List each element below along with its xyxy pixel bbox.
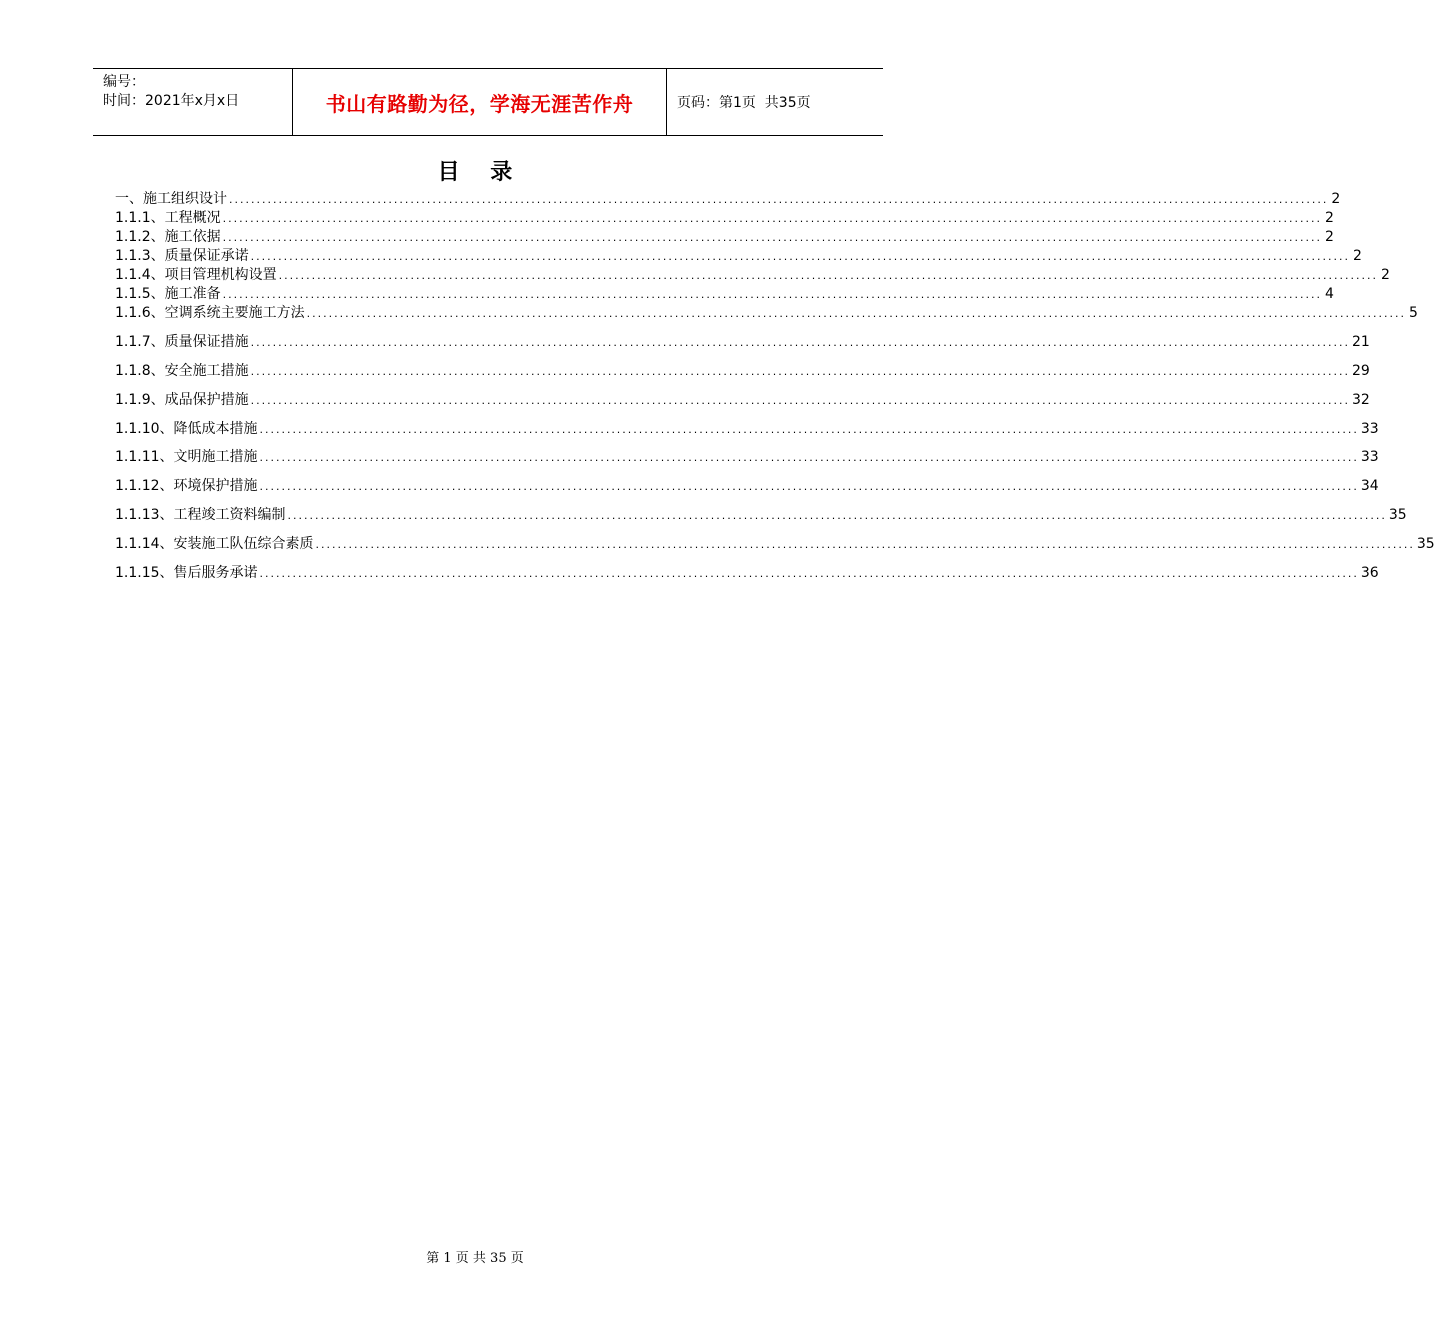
toc-entry-label: 一、施工组织设计 [115, 191, 227, 207]
toc-entry[interactable] [115, 446, 1379, 466]
toc-entry-page: 2 [1381, 267, 1390, 283]
header-page-info: 页码：第1页 共35页 [677, 95, 811, 111]
toc-entry-label: 1.1.11、文明施工措施 [115, 449, 258, 465]
toc-dot-leader: ........................................................................................................................................................................................................ [250, 250, 1350, 263]
toc-entry-label: 1.1.14、安装施工队伍综合素质 [115, 536, 314, 552]
toc-entry-page: 2 [1325, 229, 1334, 245]
toc-dot-leader: ........................................................................................................................................................................................................ [287, 509, 1387, 522]
toc-dot-leader: ........................................................................................................................................................................................................ [259, 567, 1359, 580]
toc-title: 目 录 [437, 159, 513, 185]
toc-entry[interactable] [115, 264, 1390, 284]
toc-dot-leader: ........................................................................................................................................................................................................ [250, 365, 1350, 378]
toc-entry-page: 21 [1351, 334, 1370, 350]
toc-entry-page: 4 [1325, 286, 1334, 302]
toc-entry[interactable] [115, 245, 1362, 265]
toc-dot-leader: ........................................................................................................................................................................................................ [222, 288, 1322, 301]
toc-entry[interactable] [115, 562, 1379, 582]
toc-entry[interactable] [115, 207, 1334, 227]
toc-entry[interactable] [115, 302, 1418, 322]
toc-dot-leader: ........................................................................................................................................................................................................ [306, 307, 1406, 320]
toc-entry-page: 35 [1388, 507, 1407, 523]
toc-entry[interactable] [115, 331, 1370, 351]
toc-dot-leader: ........................................................................................................................................................................................................ [278, 269, 1378, 282]
toc-entry[interactable] [115, 475, 1379, 495]
toc-dot-leader: ........................................................................................................................................................................................................ [222, 231, 1322, 244]
toc-dot-leader: ........................................................................................................................................................................................................ [259, 480, 1359, 493]
toc-entry-label: 1.1.2、施工依据 [115, 229, 221, 245]
toc-entry-label: 1.1.1、工程概况 [115, 210, 221, 226]
toc-entry-page: 2 [1331, 191, 1341, 207]
toc-entry-label: 1.1.13、工程竣工资料编制 [115, 507, 286, 523]
toc-entry-page: 35 [1416, 536, 1435, 552]
toc-entry[interactable] [115, 226, 1334, 246]
toc-entry-label: 1.1.15、售后服务承诺 [115, 565, 258, 581]
toc-entry-page: 5 [1409, 305, 1418, 321]
toc-entry-label: 1.1.6、空调系统主要施工方法 [115, 305, 305, 321]
toc-entry-label: 1.1.12、环境保护措施 [115, 478, 258, 494]
toc-entry-label: 1.1.5、施工准备 [115, 286, 221, 302]
toc-entry[interactable] [115, 188, 1341, 208]
header-middle-cell [293, 69, 667, 135]
toc-entry[interactable] [115, 504, 1407, 524]
toc-entry-page: 2 [1353, 248, 1362, 264]
toc-dot-leader: ........................................................................................................................................................................................................ [250, 336, 1350, 349]
page-footer: 第 1 页 共 35 页 [426, 1251, 524, 1266]
toc-dot-leader: ........................................................................................................................................................................................................ [259, 451, 1359, 464]
toc-entry-page: 32 [1351, 392, 1370, 408]
toc-entry-label: 1.1.9、成品保护措施 [115, 392, 249, 408]
toc-dot-leader: ........................................................................................................................................................................................................ [250, 394, 1350, 407]
toc-entry-page: 29 [1351, 363, 1370, 379]
toc-entry-page: 2 [1325, 210, 1334, 226]
toc-entry-label: 1.1.3、质量保证承诺 [115, 248, 249, 264]
toc-dot-leader: ........................................................................................................................................................................................................ [229, 193, 1329, 206]
toc-dot-leader: ........................................................................................................................................................................................................ [222, 212, 1322, 225]
toc-entry-page: 36 [1360, 565, 1379, 581]
toc-entry-page: 34 [1360, 478, 1379, 494]
toc-entry-label: 1.1.10、降低成本措施 [115, 421, 258, 437]
toc-entry[interactable] [115, 283, 1334, 303]
page-header [93, 68, 883, 136]
toc-entry-label: 1.1.8、安全施工措施 [115, 363, 249, 379]
toc-entry[interactable] [115, 533, 1435, 553]
toc-entry-page: 33 [1360, 449, 1379, 465]
document-time-label: 时间：2021年x月x日 [103, 93, 240, 109]
header-motto: 书山有路勤为径，学海无涯苦作舟 [325, 91, 634, 116]
toc-entry[interactable] [115, 418, 1379, 438]
toc-entry-label: 1.1.4、项目管理机构设置 [115, 267, 277, 283]
toc-entry-label: 1.1.7、质量保证措施 [115, 334, 249, 350]
toc-dot-leader: ........................................................................................................................................................................................................ [259, 423, 1359, 436]
header-left-cell [93, 69, 293, 135]
toc-entry[interactable] [115, 389, 1370, 409]
toc-dot-leader: ........................................................................................................................................................................................................ [315, 538, 1415, 551]
toc-entry-page: 33 [1360, 421, 1379, 437]
toc-entry[interactable] [115, 360, 1370, 380]
document-number-label: 编号： [103, 74, 145, 90]
